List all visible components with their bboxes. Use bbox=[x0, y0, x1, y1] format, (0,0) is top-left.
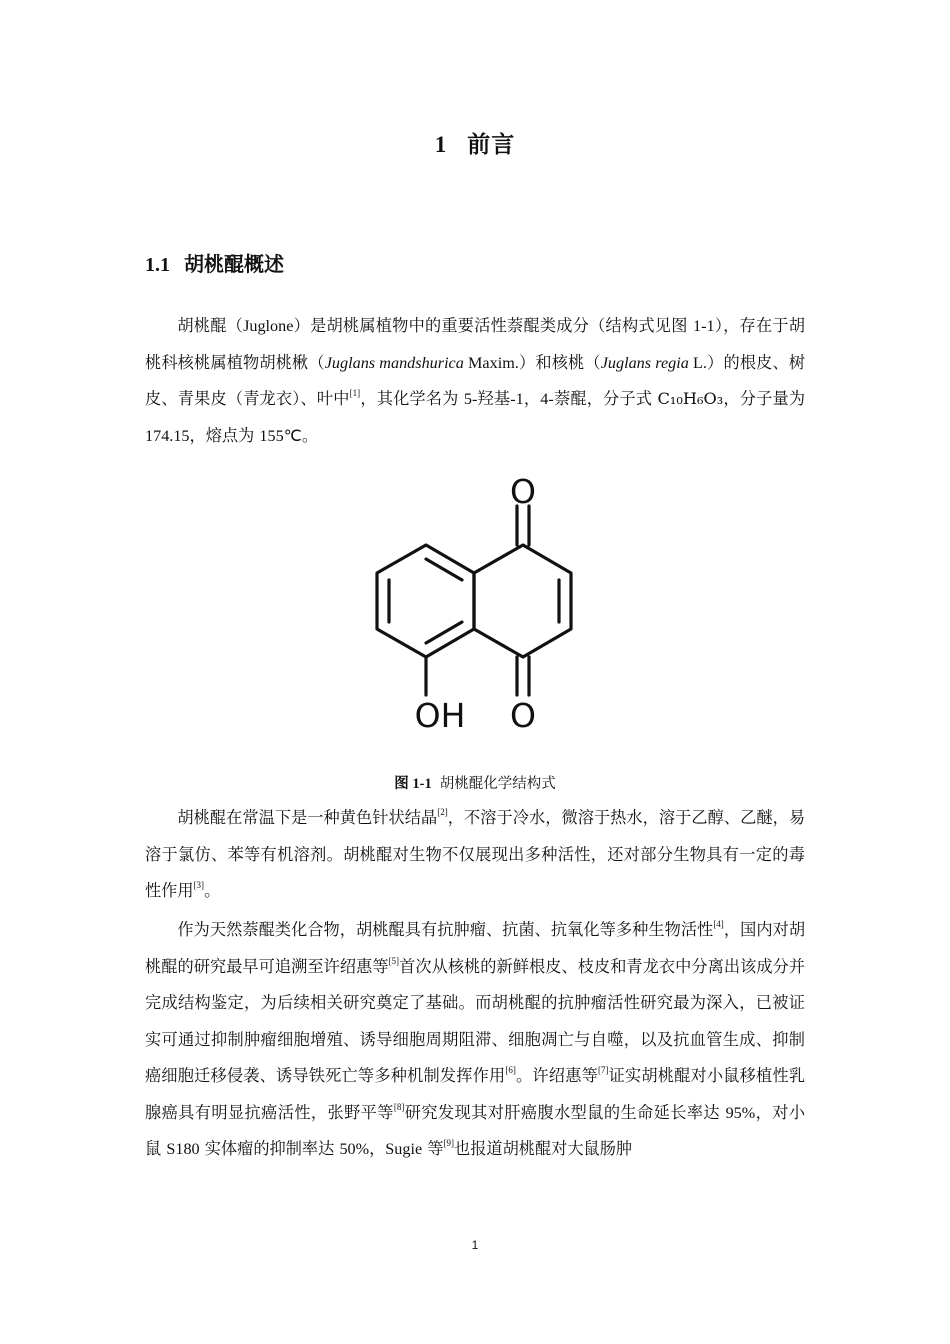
paragraph-physical-properties: 胡桃醌在常温下是一种黄色针状结晶[2]，不溶于冷水，微溶于热水，溶于乙醇、乙醚，易溶于氯仿、苯等有机溶剂。胡桃醌对生物不仅展现出多种活性，还对部分生物具有一定的毒性作用[3]。 bbox=[145, 807, 806, 900]
benzene-ring bbox=[377, 545, 474, 657]
figure-caption-number: 图 1-1 bbox=[394, 776, 432, 792]
chapter-number: 1 bbox=[434, 132, 448, 157]
paragraph-bioactivity: 作为天然萘醌类化合物，胡桃醌具有抗肿瘤、抗菌、抗氧化等多种生物活性[4]，国内对胡桃醌的研究最早可追溯至许绍惠等[5]首次从核桃的新鲜根皮、枝皮和青龙衣中分离出该成分并完成结构鉴定，为后续相关研究奠定了基础。而胡桃醌的抗肿瘤活性研究最为深入，已被证实可通过抑制肿瘤细胞增殖、诱导细胞周期阻滞、细胞凋亡与自噬，以及抗血管生成、抑制癌细胞迁移侵袭、诱导铁死亡等多种机制发挥作用[6]。许绍惠等[7]证实胡桃醌对小鼠移植性乳腺癌具有明显抗癌活性，张野平等[8]研究发现其对肝癌腹水型鼠的生命延长率达 95%，对小鼠 S180 实体瘤的抑制率达 50%，Sugie 等[9]也报道胡桃醌对大鼠肠肿 bbox=[145, 919, 806, 1158]
chapter-title-text: 前言 bbox=[467, 132, 516, 158]
citation-ref[interactable]: [7] bbox=[597, 1065, 609, 1075]
figure-caption-text: 胡桃醌化学结构式 bbox=[439, 776, 556, 792]
quinone-ring bbox=[474, 545, 571, 657]
juglone-structure-figure bbox=[360, 466, 590, 738]
species-name: Juglans regia bbox=[600, 353, 689, 372]
species-name: Juglans mandshurica bbox=[324, 353, 464, 372]
citation-ref[interactable]: [8] bbox=[393, 1101, 405, 1112]
citation-ref[interactable]: [3] bbox=[193, 880, 205, 890]
citation-ref[interactable]: [6] bbox=[505, 1065, 516, 1075]
citation-ref[interactable]: [5] bbox=[388, 955, 400, 966]
section-number: 1.1 bbox=[145, 254, 170, 276]
citation-ref[interactable]: [2] bbox=[437, 807, 448, 817]
hydroxyl-label: OH bbox=[414, 696, 466, 735]
citation-ref[interactable]: [1] bbox=[349, 388, 361, 398]
oxygen-label-top: O bbox=[510, 472, 536, 511]
citation-ref[interactable]: [9] bbox=[443, 1138, 455, 1148]
citation-ref[interactable]: [4] bbox=[713, 919, 724, 929]
chapter-title bbox=[0, 126, 950, 159]
figure-caption bbox=[0, 772, 950, 793]
page-number: 1 bbox=[471, 1238, 479, 1252]
juglone-structure-diagram bbox=[360, 466, 590, 738]
oxygen-label-bottom: O bbox=[510, 696, 536, 735]
section-title-text: 胡桃醌概述 bbox=[184, 252, 284, 276]
section-heading bbox=[145, 248, 284, 277]
paragraph-juglone-intro: 胡桃醌（Juglone）是胡桃属植物中的重要活性萘醌类成分（结构式见图 1-1），存在于胡桃科核桃属植物胡桃楸（Juglans mandshurica Maxim.）和核桃（Juglans regia L.）的根皮、树皮、青果皮（青龙衣）、叶中[1]，其化学名为 5-羟基-1，4-萘醌，分子式 C₁₀H₆O₃，分子量为 174.15，熔点为 155℃。 bbox=[145, 316, 806, 445]
